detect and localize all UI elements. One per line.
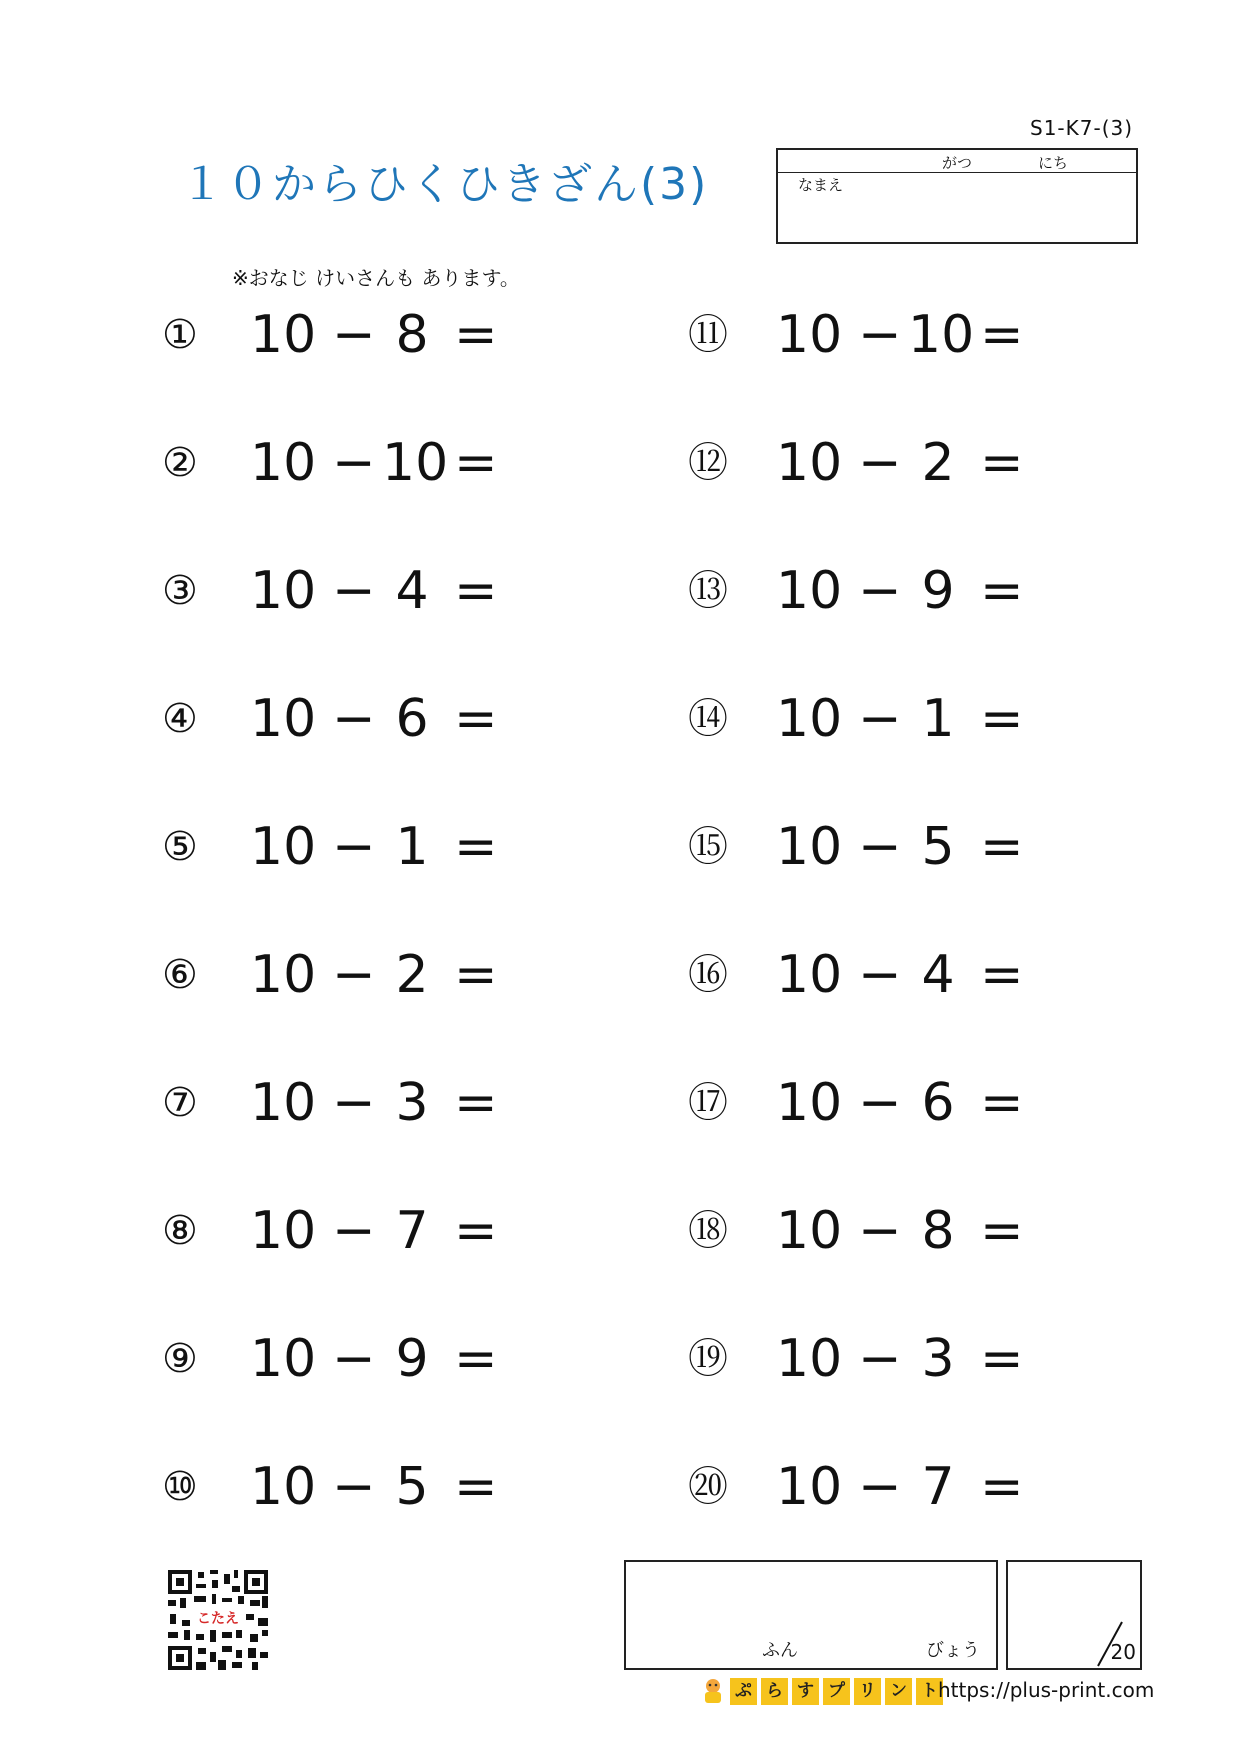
equals-sign: = (454, 433, 498, 493)
qr-answer-label: こたえ (197, 1611, 239, 1627)
subtrahend: 6 (921, 1073, 955, 1133)
problem-4 (162, 684, 498, 754)
equals-sign: = (980, 1073, 1024, 1133)
minuend: 10 (776, 1329, 843, 1389)
minuend: 10 (776, 433, 843, 493)
equals-sign: = (980, 561, 1024, 621)
problem-9 (162, 1324, 498, 1394)
subtrahend: 5 (395, 1457, 429, 1517)
problem-number: ⑭ (688, 696, 728, 742)
minuend: 10 (250, 945, 317, 1005)
problem-number: ⑨ (162, 1336, 198, 1382)
problem-13 (688, 556, 1024, 626)
equals-sign: = (454, 689, 498, 749)
problem-19 (688, 1324, 1024, 1394)
logo-char: ン (885, 1678, 912, 1705)
problem-10 (162, 1452, 498, 1522)
problem-6 (162, 940, 498, 1010)
subtrahend: 4 (921, 945, 955, 1005)
subtrahend: 10 (382, 433, 449, 493)
instruction-note: ※おなじ けいさんも あります。 (232, 266, 520, 290)
minus-sign: − (332, 945, 376, 1005)
minuend: 10 (776, 689, 843, 749)
day-label: にち (1038, 154, 1069, 172)
minus-sign: − (858, 1201, 902, 1261)
problem-number: ⑧ (162, 1208, 198, 1254)
equals-sign: = (980, 1201, 1024, 1261)
mascot-icon (700, 1677, 726, 1705)
minus-sign: − (858, 689, 902, 749)
equals-sign: = (454, 1457, 498, 1517)
subtrahend: 1 (395, 817, 429, 877)
subtrahend: 5 (921, 817, 955, 877)
subtrahend: 7 (395, 1201, 429, 1261)
equals-sign: = (980, 1457, 1024, 1517)
score-box[interactable] (1006, 1560, 1142, 1670)
subtrahend: 8 (921, 1201, 955, 1261)
minutes-label: ふん (762, 1640, 798, 1661)
minus-sign: − (332, 561, 376, 621)
subtrahend: 8 (395, 305, 429, 365)
subtrahend: 4 (395, 561, 429, 621)
minus-sign: − (858, 945, 902, 1005)
site-url-link[interactable]: https://plus-print.com (938, 1678, 1155, 1702)
problem-8 (162, 1196, 498, 1266)
problem-14 (688, 684, 1024, 754)
minus-sign: − (332, 433, 376, 493)
problem-number: ⑩ (162, 1464, 198, 1510)
problem-number: ⑮ (688, 824, 728, 870)
subtrahend: 7 (921, 1457, 955, 1517)
logo-char: ト (916, 1678, 943, 1705)
problem-number: ⑳ (688, 1464, 728, 1510)
minus-sign: − (332, 305, 376, 365)
minuend: 10 (776, 945, 843, 1005)
problem-number: ③ (162, 568, 198, 614)
subtrahend: 9 (395, 1329, 429, 1389)
problem-number: ⑱ (688, 1208, 728, 1254)
minus-sign: − (332, 1073, 376, 1133)
minuend: 10 (250, 817, 317, 877)
minuend: 10 (250, 305, 317, 365)
minus-sign: − (858, 1457, 902, 1517)
equals-sign: = (980, 945, 1024, 1005)
equals-sign: = (980, 817, 1024, 877)
logo-char: ぷ (730, 1678, 757, 1705)
time-box[interactable] (624, 1560, 998, 1670)
minus-sign: − (858, 433, 902, 493)
minuend: 10 (250, 1329, 317, 1389)
equals-sign: = (454, 561, 498, 621)
minuend: 10 (250, 433, 317, 493)
minus-sign: − (332, 817, 376, 877)
minuend: 10 (250, 561, 317, 621)
problem-16 (688, 940, 1024, 1010)
problem-number: ⑲ (688, 1336, 728, 1382)
subtrahend: 10 (908, 305, 975, 365)
problem-number: ⑪ (688, 312, 728, 358)
minuend: 10 (776, 1201, 843, 1261)
month-label: がつ (942, 154, 973, 172)
logo-char: す (792, 1678, 819, 1705)
minus-sign: − (858, 1073, 902, 1133)
subtrahend: 3 (395, 1073, 429, 1133)
minuend: 10 (250, 689, 317, 749)
subtrahend: 2 (921, 433, 955, 493)
minus-sign: − (332, 1201, 376, 1261)
problem-number: ⑯ (688, 952, 728, 998)
problem-number: ⑬ (688, 568, 728, 614)
equals-sign: = (454, 305, 498, 365)
minus-sign: − (332, 689, 376, 749)
equals-sign: = (454, 817, 498, 877)
minus-sign: − (858, 305, 902, 365)
problem-number: ⑥ (162, 952, 198, 998)
minus-sign: − (332, 1457, 376, 1517)
subtrahend: 6 (395, 689, 429, 749)
equals-sign: = (454, 1329, 498, 1389)
problem-number: ① (162, 312, 198, 358)
equals-sign: = (454, 1201, 498, 1261)
minuend: 10 (776, 1073, 843, 1133)
minus-sign: − (332, 1329, 376, 1389)
problem-number: ② (162, 440, 198, 486)
minus-sign: − (858, 1329, 902, 1389)
problem-number: ⑤ (162, 824, 198, 870)
subtrahend: 3 (921, 1329, 955, 1389)
problem-15 (688, 812, 1024, 882)
problem-2 (162, 428, 498, 498)
equals-sign: = (454, 1073, 498, 1133)
worksheet-code: S1-K7-(3) (1030, 116, 1134, 140)
name-label: なまえ (798, 176, 844, 194)
plus-print-logo (700, 1676, 943, 1706)
seconds-label: びょう (926, 1640, 980, 1661)
minuend: 10 (776, 817, 843, 877)
logo-char: プ (823, 1678, 850, 1705)
subtrahend: 1 (921, 689, 955, 749)
equals-sign: = (980, 305, 1024, 365)
problem-3 (162, 556, 498, 626)
problem-number: ⑫ (688, 440, 728, 486)
minuend: 10 (250, 1201, 317, 1261)
problem-number: ⑰ (688, 1080, 728, 1126)
problem-11 (688, 300, 1024, 370)
minuend: 10 (250, 1073, 317, 1133)
subtrahend: 9 (921, 561, 955, 621)
problem-number: ⑦ (162, 1080, 198, 1126)
problem-7 (162, 1068, 498, 1138)
answer-qr-code[interactable] (166, 1568, 270, 1672)
equals-sign: = (980, 689, 1024, 749)
score-total: 20 (1110, 1640, 1136, 1664)
problem-1 (162, 300, 498, 370)
minuend: 10 (776, 1457, 843, 1517)
minus-sign: − (858, 561, 902, 621)
minuend: 10 (776, 305, 843, 365)
problem-20 (688, 1452, 1024, 1522)
minus-sign: − (858, 817, 902, 877)
problem-18 (688, 1196, 1024, 1266)
page-title: １０からひくひきざん(3) (180, 159, 709, 210)
problem-5 (162, 812, 498, 882)
minuend: 10 (776, 561, 843, 621)
equals-sign: = (980, 1329, 1024, 1389)
name-date-box (776, 148, 1138, 244)
logo-char: リ (854, 1678, 881, 1705)
logo-char: ら (761, 1678, 788, 1705)
problem-17 (688, 1068, 1024, 1138)
equals-sign: = (980, 433, 1024, 493)
minuend: 10 (250, 1457, 317, 1517)
subtrahend: 2 (395, 945, 429, 1005)
problem-12 (688, 428, 1024, 498)
equals-sign: = (454, 945, 498, 1005)
problem-number: ④ (162, 696, 198, 742)
